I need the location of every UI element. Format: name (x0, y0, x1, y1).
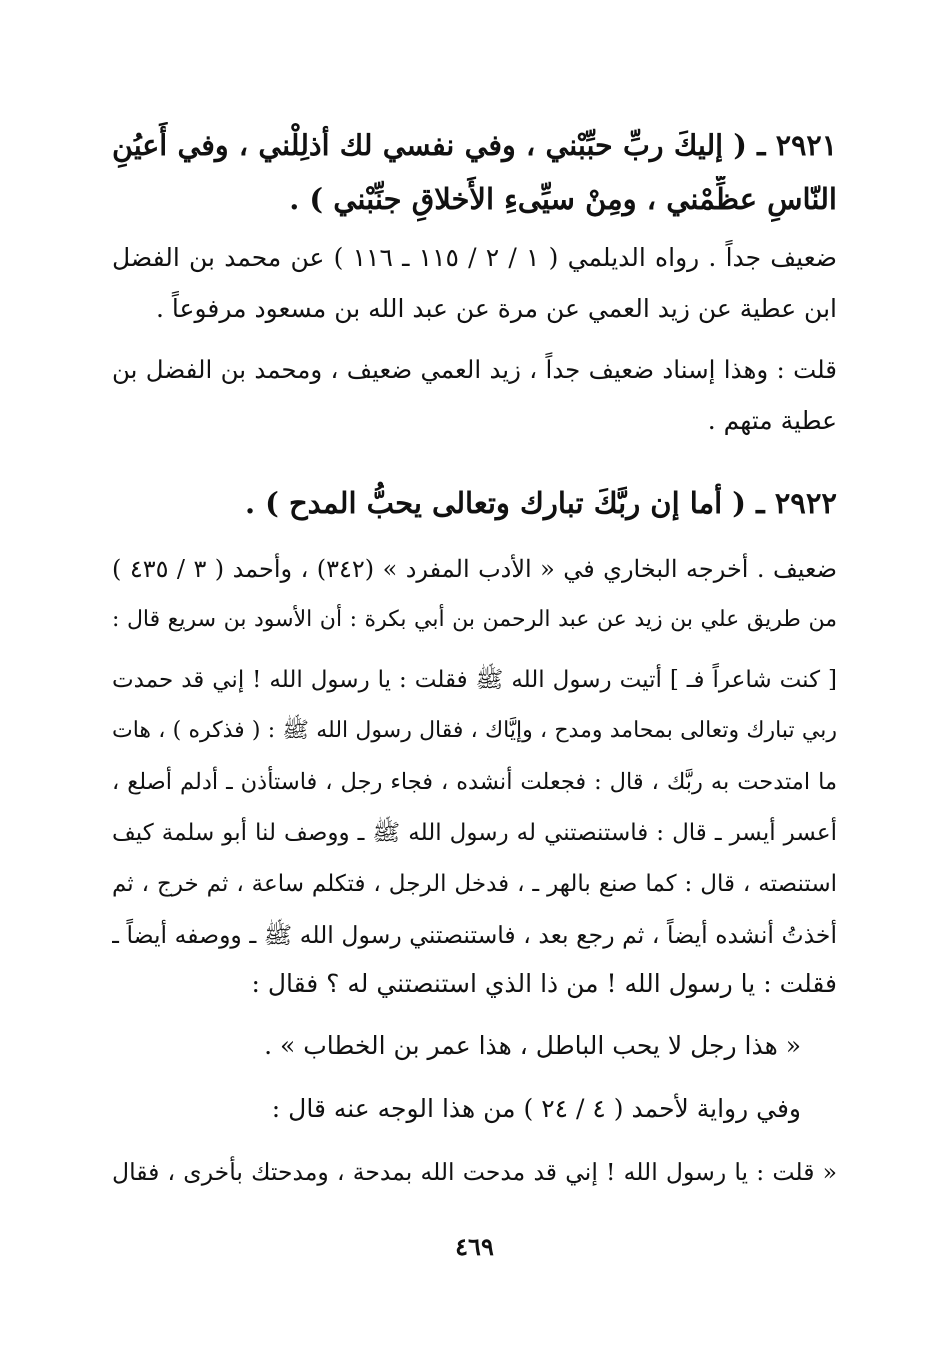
hadith-2922-narration-line-1: [ كنت شاعراً فـ ] أتيت رسول الله ﷺ فقلت : يا رسول الله ! إني قد حمدت (112, 667, 837, 693)
hadith-2922-grading-line-1: ضعيف . أخرجه البخاري في « الأدب المفرد » (٣٤٢) ، وأحمد ( ٣ / ٤٣٥ ) (112, 555, 837, 583)
hadith-2921-comment-line-1: قلت : وهذا إسناد ضعيف جداً ، زيد العمي ضعيف ، ومحمد بن الفضل بن (112, 355, 837, 384)
hadith-2921-heading-line-1: ٢٩٢١ ـ ( إليكَ ربِّ حبِّبْني ، وفي نفسي لك أذلِلْني ، وفي أَعيُنِ (112, 128, 837, 162)
hadith-2922-narration-line-6: أخذتُ أنشده أيضاً ، ثم رجع بعد ، فاستنصتني رسول الله ﷺ ـ ووصفه أيضاً ـ (112, 921, 837, 949)
hadith-2921-grading-line-2: ابن عطية عن زيد العمي عن مرة عن عبد الله بن مسعود مرفوعاً . (156, 294, 837, 323)
hadith-2922-narration-line-3: ما امتدحت به ربَّك ، قال : فجعلت أنشده ، فجاء رجل ، فاستأذن ـ أدلم أصلع ، (112, 769, 837, 795)
hadith-2922-narration-line-4: أعسر أيسر ـ قال : فاستنصتني له رسول الله ﷺ ـ ووصف لنا أبو سلمة كيف (112, 820, 837, 846)
hadith-2922-ahmad-variant: وفي رواية لأحمد ( ٤ / ٢٤ ) من هذا الوجه عنه قال : (271, 1094, 801, 1123)
hadith-2921-grading-line-1: ضعيف جداً . رواه الديلمي ( ١ / ٢ / ١١٥ ـ ١١٦ ) عن محمد بن الفضل (112, 243, 837, 272)
hadith-2921-heading-line-2: النّاسِ عظِّمْني ، ومِنْ سيِّىءِ الأَخلاقِ جنِّبْني ) . (289, 182, 837, 216)
hadith-2922-heading: ٢٩٢٢ ـ ( أما إن ربَّكَ تبارك وتعالى يحبُّ المدح ) . (244, 486, 837, 520)
hadith-2921-comment-line-2: عطية متهم . (707, 406, 837, 435)
hadith-2922-narration-line-2: ربي تبارك وتعالى بمحامد ومدح ، وإيَّاك ، فقال رسول الله ﷺ : ( فذكره ) ، هات (112, 718, 837, 743)
hadith-2922-narration-line-5: استنصته ، قال : كما صنع بالهر ـ ، فدخل الرجل ، فتكلم ساعة ، ثم خرج ، ثم (112, 871, 837, 897)
hadith-2922-grading-line-2: من طريق علي بن زيد عن عبد الرحمن بن أبي بكرة : أن الأسود بن سريع قال : (112, 607, 837, 632)
page-number: ٤٦٩ (455, 1232, 494, 1261)
hadith-2922-variant-quote: « قلت : يا رسول الله ! إني قد مدحت الله بمدحة ، ومدحتك بأخرى ، فقال (112, 1158, 837, 1186)
hadith-2922-quote: « هذا رجل لا يحب الباطل ، هذا عمر بن الخطاب » . (264, 1031, 801, 1060)
hadith-2922-narration-line-7: فقلت : يا رسول الله ! من ذا الذي استنصتني له ؟ فقال : (251, 969, 837, 998)
